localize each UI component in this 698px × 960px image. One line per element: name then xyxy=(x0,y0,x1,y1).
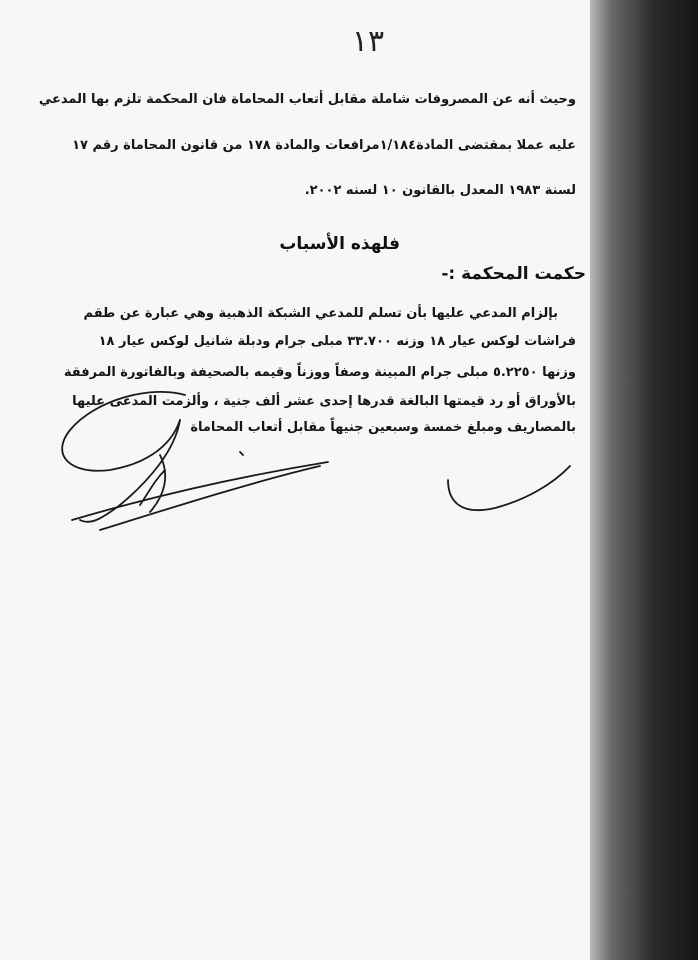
page-number: ١٣ xyxy=(351,24,385,59)
page-edge-shadow xyxy=(590,0,698,960)
paragraph-line: وحيث أنه عن المصروفات شاملة مقابل أتعاب المحاماة فان المحكمة تلزم بها المدعي xyxy=(38,92,576,107)
ruling-heading: حكمت المحكمة :- xyxy=(441,264,586,284)
paragraph-line: بالأوراق أو رد قيمتها البالغة قدرها إحدى عشر ألف جنية ، وألزمت المدعى عليها xyxy=(72,394,576,409)
paragraph-line: بإلزام المدعي عليها بأن تسلم للمدعي الشبكة الذهبية وهي عبارة عن طقم xyxy=(83,306,558,321)
paragraph-line: لسنة ١٩٨٣ المعدل بالقانون ١٠ لسنه ٢٠٠٢. xyxy=(304,183,576,198)
paragraph-line: عليه عملا بمقتضى المادة١/١٨٤مرافعات والمادة ١٧٨ من قانون المحاماة رقم ١٧ xyxy=(72,138,576,153)
paragraph-line: بالمصاريف ومبلغ خمسة وسبعين جنيهاً مقابل أتعاب المحاماة xyxy=(190,420,576,435)
paragraph-line: وزنها ٥.٢٢٥٠ مبلى جرام المبينة وصفاً ووزناً وقيمه بالصحيفة وبالفاتورة المرفقة xyxy=(63,365,576,380)
paragraph-line: فراشات لوكس عيار ١٨ وزنه ٣٣.٧٠٠ مبلى جرام ودبلة شانيل لوكس عيار ١٨ xyxy=(98,334,576,349)
reasons-heading: فلهذه الأسباب xyxy=(279,234,400,254)
